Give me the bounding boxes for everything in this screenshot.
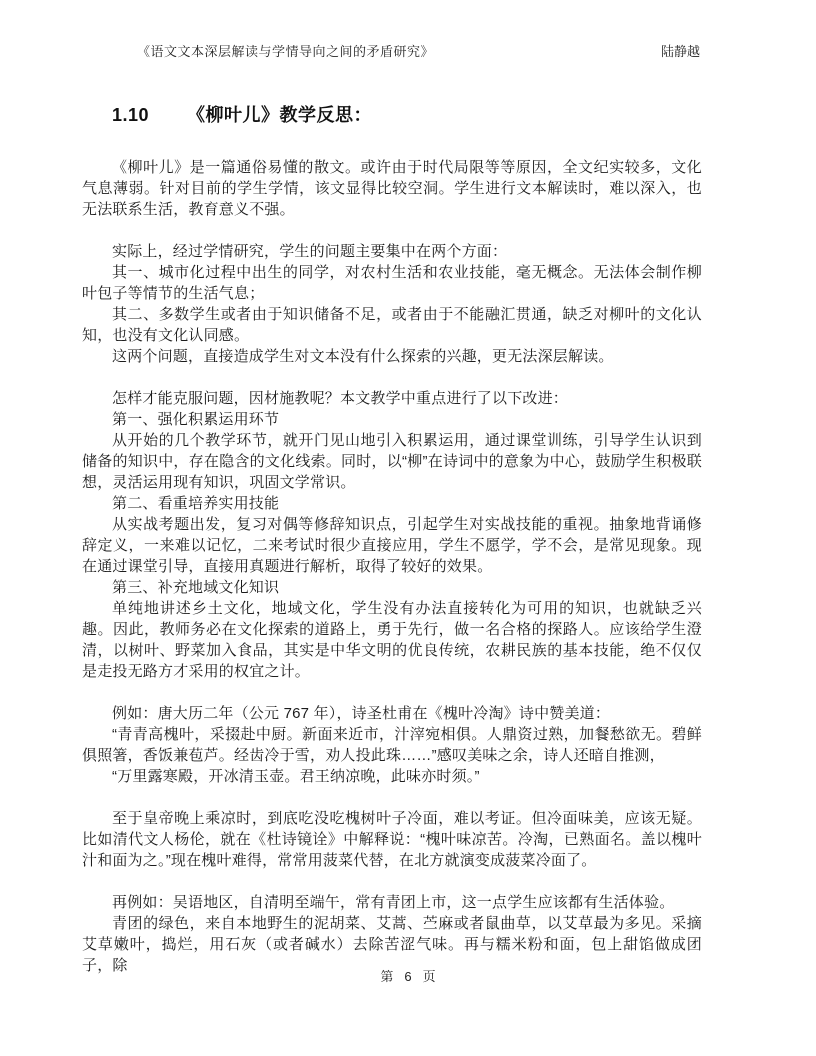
- paragraph: “青青高槐叶，采掇赴中厨。新面来近市，汁滓宛相俱。人鼎资过熟，加餐愁欲无。碧鲜俱照箸，香饭兼苞芦。经齿冷于雪，劝人投此珠……”感叹美味之余，诗人还暗自推测，: [82, 726, 702, 764]
- section-title: [112, 101, 372, 127]
- paragraph: 再例如：吴语地区，自清明至端午，常有青团上市，这一点学生应该都有生活体验。: [112, 894, 675, 911]
- paragraph: 例如：唐大历二年（公元 767 年），诗圣杜甫在《槐叶冷淘》诗中赞美道：: [112, 705, 611, 722]
- footer-prefix: 第: [380, 969, 394, 984]
- paragraph: 其二、多数学生或者由于知识储备不足，或者由于不能融汇贯通，缺乏对柳叶的文化认知，也没有文化认同感。: [82, 306, 702, 344]
- section-number: 1.10: [112, 105, 150, 125]
- paragraph: 第一、强化积累运用环节: [112, 411, 280, 428]
- paragraph: 从实战考题出发，复习对偶等修辞知识点，引起学生对实战技能的重视。抽象地背诵修辞定义，一来难以记忆，二来考试时很少直接应用，学生不愿学，学不会，是常见现象。现在通过课堂引导，直接用真题进行解析，取得了较好的效果。: [82, 516, 702, 575]
- footer-suffix: 页: [422, 969, 436, 984]
- paragraph: 青团的绿色，来自本地野生的泥胡菜、艾蒿、苎麻或者鼠曲草，以艾草最为多见。采摘艾草嫩叶，捣烂，用石灰（或者碱水）去除苦涩气味。再与糯米粉和面，包上甜馅做成团子，除: [82, 915, 702, 974]
- paragraph: 第三、补充地域文化知识: [112, 579, 280, 596]
- paragraph: 这两个问题，直接造成学生对文本没有什么探索的兴趣，更无法深层解读。: [112, 348, 614, 365]
- paragraph: 实际上，经过学情研究，学生的问题主要集中在两个方面：: [112, 243, 508, 260]
- page-header: [82, 44, 700, 60]
- page-footer: [0, 966, 816, 985]
- paragraph: 从开始的几个教学环节，就开门见山地引入积累运用，通过课堂训练，引导学生认识到储备的知识中，存在隐含的文化线索。同时，以“柳”在诗词中的意象为中心，鼓励学生积极联想，灵活运用现有知识，巩固文学常识。: [82, 432, 702, 491]
- footer-page-number: 6: [404, 969, 412, 984]
- paragraph: 《柳叶儿》是一篇通俗易懂的散文。或许由于时代局限等等原因，全文纪实较多，文化气息薄弱。针对目前的学生学情，该文显得比较空洞。学生进行文本解读时，难以深入，也无法联系生活，教育意义不强。: [82, 159, 702, 218]
- paragraph: “万里露寒殿，开冰清玉壶。君王纳凉晚，此味亦时须。”: [112, 768, 480, 785]
- header-author-name: 陆静越: [660, 44, 700, 59]
- paragraph: 第二、看重培养实用技能: [112, 495, 280, 512]
- header-document-title: 《语文文本深层解读与学情导向之间的矛盾研究》: [137, 44, 435, 59]
- document-body: [82, 157, 702, 976]
- paragraph: 单纯地讲述乡土文化，地域文化，学生没有办法直接转化为可用的知识，也就缺乏兴趣。因此，教师务必在文化探索的道路上，勇于先行，做一名合格的探路人。应该给学生澄清，以树叶、野菜加入食品，其实是中华文明的优良传统，农耕民族的基本技能，绝不仅仅是走投无路方才采用的权宜之计。: [82, 600, 702, 680]
- paragraph: 怎样才能克服问题，因材施教呢？本文教学中重点进行了以下改进：: [112, 390, 569, 407]
- paragraph: 至于皇帝晚上乘凉时，到底吃没吃槐树叶子冷面，难以考证。但冷面味美，应该无疑。比如清代文人杨伦，就在《杜诗镜诠》中解释说：“槐叶味凉苦。冷淘，已熟面名。盖以槐叶汁和面为之。”现在槐叶难得，常常用菠菜代替，在北方就演变成菠菜冷面了。: [82, 810, 702, 869]
- paragraph: 其一、城市化过程中出生的同学，对农村生活和农业技能，毫无概念。无法体会制作柳叶包子等情节的生活气息；: [82, 264, 702, 302]
- section-title-text: 《柳叶儿》教学反思：: [187, 105, 373, 125]
